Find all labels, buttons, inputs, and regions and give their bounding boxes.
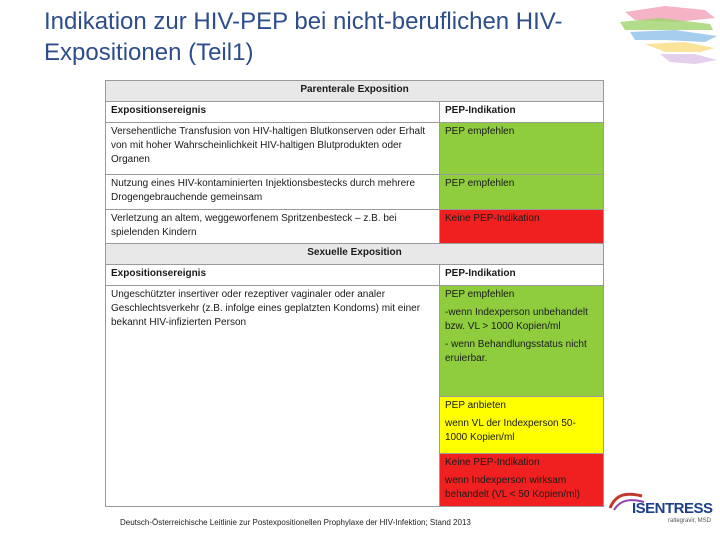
indication-label: PEP anbieten	[445, 400, 506, 411]
source-footnote: Deutsch-Österreichische Leitlinie zur Postexpositionellen Prophylaxe der HIV-Infektion; Stand 2013	[120, 518, 471, 527]
decorative-ribbon-graphic	[605, 0, 720, 80]
event-cell: Versehentliche Transfusion von HIV-haltigen Blutkonserven oder Erhalt von mit hoher Wahrscheinlichkeit HIV-haltigen Blutprodukten oder Organen	[106, 123, 440, 175]
indication-none	[440, 453, 603, 506]
indication-condition: wenn Indexperson wirksam behandelt (VL < 50 Kopien/ml)	[445, 475, 580, 500]
event-cell: Ungeschützter insertiver oder rezeptiver vaginaler oder analer Geschlechtsverkehr (z.B. infolge eines geplatzten Kondoms) mit einer bekannt HIV-infizierten Person	[106, 286, 440, 507]
section-parenteral: Parenterale Exposition	[106, 81, 604, 102]
event-cell: Verletzung an altem, weggeworfenem Spritzenbesteck – z.B. bei spielenden Kindern	[106, 210, 440, 244]
brand-subtitle: raltegravir, MSD	[668, 518, 712, 524]
column-header-indication: PEP-Indikation	[440, 102, 604, 123]
indication-cell: Keine PEP-Indikation	[440, 210, 604, 244]
table-row	[106, 123, 604, 175]
indication-condition: - wenn Behandlungsstatus nicht eruierbar.	[445, 339, 587, 364]
indication-label: Keine PEP-Indikation	[445, 457, 540, 468]
indication-label: PEP empfehlen	[445, 289, 515, 300]
indication-recommend	[440, 286, 603, 396]
brand-logo	[606, 488, 716, 532]
indication-offer	[440, 396, 603, 453]
event-cell: Nutzung eines HIV-kontaminierten Injektionsbestecks durch mehrere Drogengebrauchende gemeinsam	[106, 175, 440, 210]
indication-stack	[440, 286, 604, 507]
table-row	[106, 286, 604, 507]
indication-cell: PEP empfehlen	[440, 175, 604, 210]
slide-title: Indikation zur HIV-PEP bei nicht-beruflichen HIV-Expositionen (Teil1)	[44, 8, 563, 66]
section-sexual: Sexuelle Exposition	[106, 244, 604, 265]
indication-condition: wenn VL der Indexperson 50-1000 Kopien/ml	[445, 418, 576, 443]
indication-cell: PEP empfehlen	[440, 123, 604, 175]
column-header-event: Expositionsereignis	[106, 102, 440, 123]
table-row	[106, 175, 604, 210]
pep-indication-table	[105, 80, 604, 507]
column-header-indication: PEP-Indikation	[440, 265, 604, 286]
table-row	[106, 210, 604, 244]
column-header-event: Expositionsereignis	[106, 265, 440, 286]
brand-name: ISENTRESS	[632, 500, 713, 517]
indication-condition: -wenn Indexperson unbehandelt bzw. VL > 1000 Kopien/ml	[445, 307, 588, 332]
